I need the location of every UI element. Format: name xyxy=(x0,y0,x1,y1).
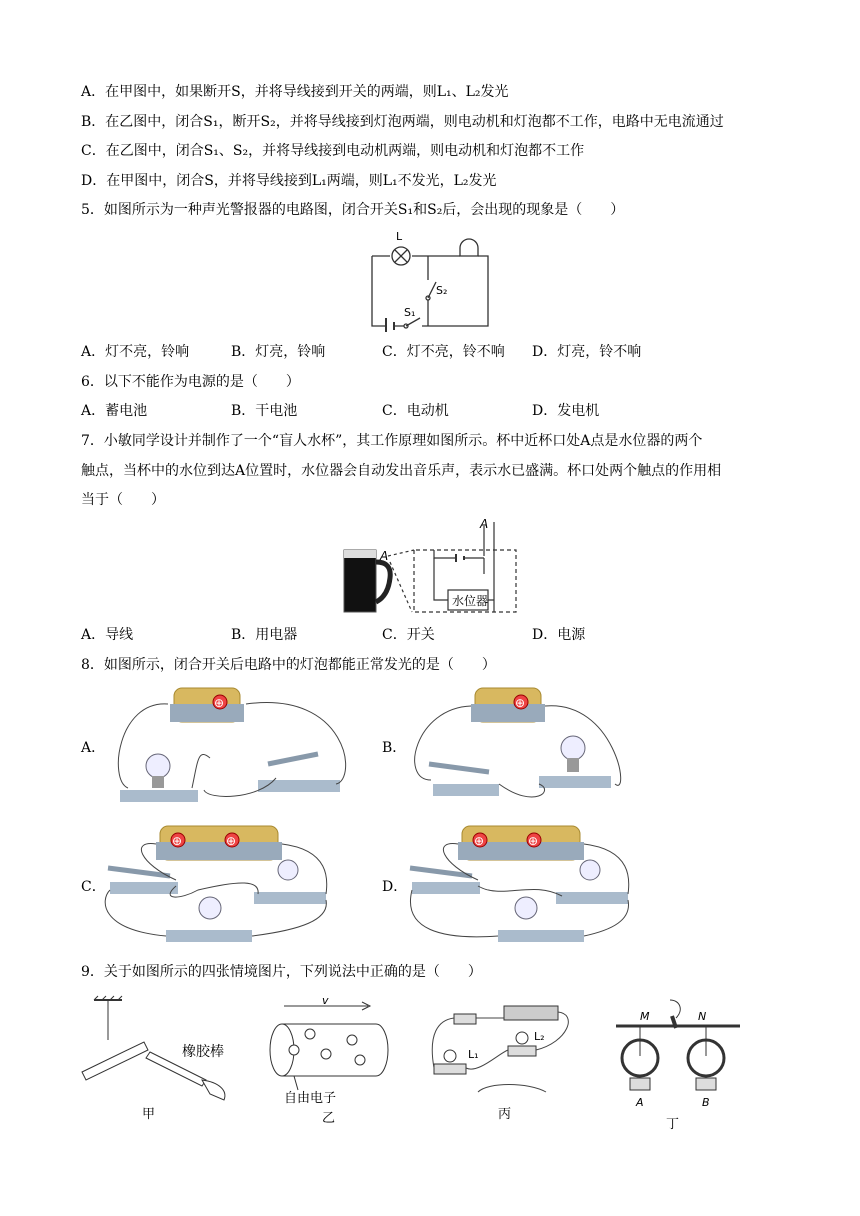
q8-circuit-a xyxy=(108,680,356,808)
q9-caption-yi: 乙 xyxy=(322,1111,336,1126)
q4-option-d: D．在甲图中，闭合S，并将导线接到L₁两端，则L₁不发光，L₂发光 xyxy=(81,173,497,189)
q9-fig-yi xyxy=(264,994,398,1126)
q7-option-b: B．用电器 xyxy=(231,627,298,643)
q8c-plus-2: ⊕ xyxy=(226,834,237,848)
q8-label-b: B． xyxy=(382,740,407,756)
q8-label-a: A． xyxy=(81,740,106,756)
q7-stem-line3: 当于（ ） xyxy=(81,492,165,508)
q9-a-label: A xyxy=(636,1096,644,1109)
q6-option-a: A．蓄电池 xyxy=(81,403,148,419)
q4-option-a: A．在甲图中，如果断开S，并将导线接到开关的两端，则L₁、L₂发光 xyxy=(81,84,509,100)
q9-fig-bing xyxy=(428,994,578,1126)
q5-option-a: A．灯不亮，铃响 xyxy=(81,344,190,360)
q7-point-a-label: A xyxy=(380,549,389,563)
q8-label-c: C． xyxy=(81,879,106,895)
q6-option-c: C．电动机 xyxy=(382,403,449,419)
q5-circuit-diagram xyxy=(360,228,500,332)
q8-circuit-d xyxy=(402,820,637,950)
q8c-plus-1: ⊕ xyxy=(172,834,183,848)
q6-option-d: D．发电机 xyxy=(532,403,600,419)
q8-circuit-b xyxy=(405,680,635,805)
q5-s2-label: S₂ xyxy=(436,284,448,297)
q9-electron-label: 自由电子 xyxy=(284,1091,337,1106)
q6-stem: 6．以下不能作为电源的是（ ） xyxy=(81,374,300,390)
q8-circuit-c xyxy=(100,820,335,950)
q9-caption-jia: 甲 xyxy=(142,1107,156,1122)
q4-option-b: B．在乙图中，闭合S₁，断开S₂，并将导线接到灯泡两端，则电动机和灯泡都不工作，电路中无电流通过 xyxy=(81,114,724,130)
q7-stem-line2: 触点，当杯中的水位到达A位置时，水位器会自动发出音乐声，表示水已盛满。杯口处两个触点的作用相 xyxy=(81,463,722,479)
q9-fig-ding xyxy=(610,994,750,1134)
q7-option-d: D．电源 xyxy=(532,627,586,643)
q9-caption-bing: 丙 xyxy=(498,1107,512,1122)
q7-option-a: A．导线 xyxy=(81,627,134,643)
q7-cup-diagram xyxy=(338,516,523,616)
q9-stem: 9．关于如图所示的四张情境图片，下列说法中正确的是（ ） xyxy=(81,964,482,980)
q9-m-label: M xyxy=(640,1010,650,1023)
q7-top-a-label: A xyxy=(480,517,489,531)
q8-stem: 8．如图所示，闭合开关后电路中的灯泡都能正常发光的是（ ） xyxy=(81,657,496,673)
q7-device-label: 水位器 xyxy=(452,594,489,608)
q9-b-label: B xyxy=(702,1096,710,1109)
q5-s1-label: S₁ xyxy=(404,306,416,319)
q9-fig-jia xyxy=(78,994,238,1126)
q5-stem: 5．如图所示为一种声光警报器的电路图，闭合开关S₁和S₂后，会出现的现象是（ ） xyxy=(81,202,625,218)
q4-option-c: C．在乙图中，闭合S₁、S₂，并将导线接到电动机两端，则电动机和灯泡都不工作 xyxy=(81,143,585,159)
q7-option-c: C．开关 xyxy=(382,627,435,643)
q8-label-d: D． xyxy=(382,879,408,895)
q6-option-b: B．干电池 xyxy=(231,403,298,419)
q5-option-c: C．灯不亮，铃不响 xyxy=(382,344,505,360)
q5-lamp-label: L xyxy=(396,230,403,243)
q7-stem-line1: 7．小敏同学设计并制作了一个“盲人水杯”，其工作原理如图所示。杯中近杯口处A点是水位器的两个 xyxy=(81,433,703,449)
q8a-plus: ⊕ xyxy=(214,696,225,710)
q9-rod-label: 橡胶棒 xyxy=(182,1044,224,1060)
q8d-plus-1: ⊕ xyxy=(474,834,485,848)
q9-l1-label: L₁ xyxy=(468,1048,479,1061)
q9-n-label: N xyxy=(698,1010,707,1023)
q8b-plus: ⊕ xyxy=(515,696,526,710)
q9-v-label: v xyxy=(322,994,329,1007)
q5-option-b: B．灯亮，铃响 xyxy=(231,344,326,360)
q5-option-d: D．灯亮，铃不响 xyxy=(532,344,642,360)
q9-caption-ding: 丁 xyxy=(666,1117,680,1132)
q9-l2-label: L₂ xyxy=(534,1030,545,1043)
q8d-plus-2: ⊕ xyxy=(528,834,539,848)
